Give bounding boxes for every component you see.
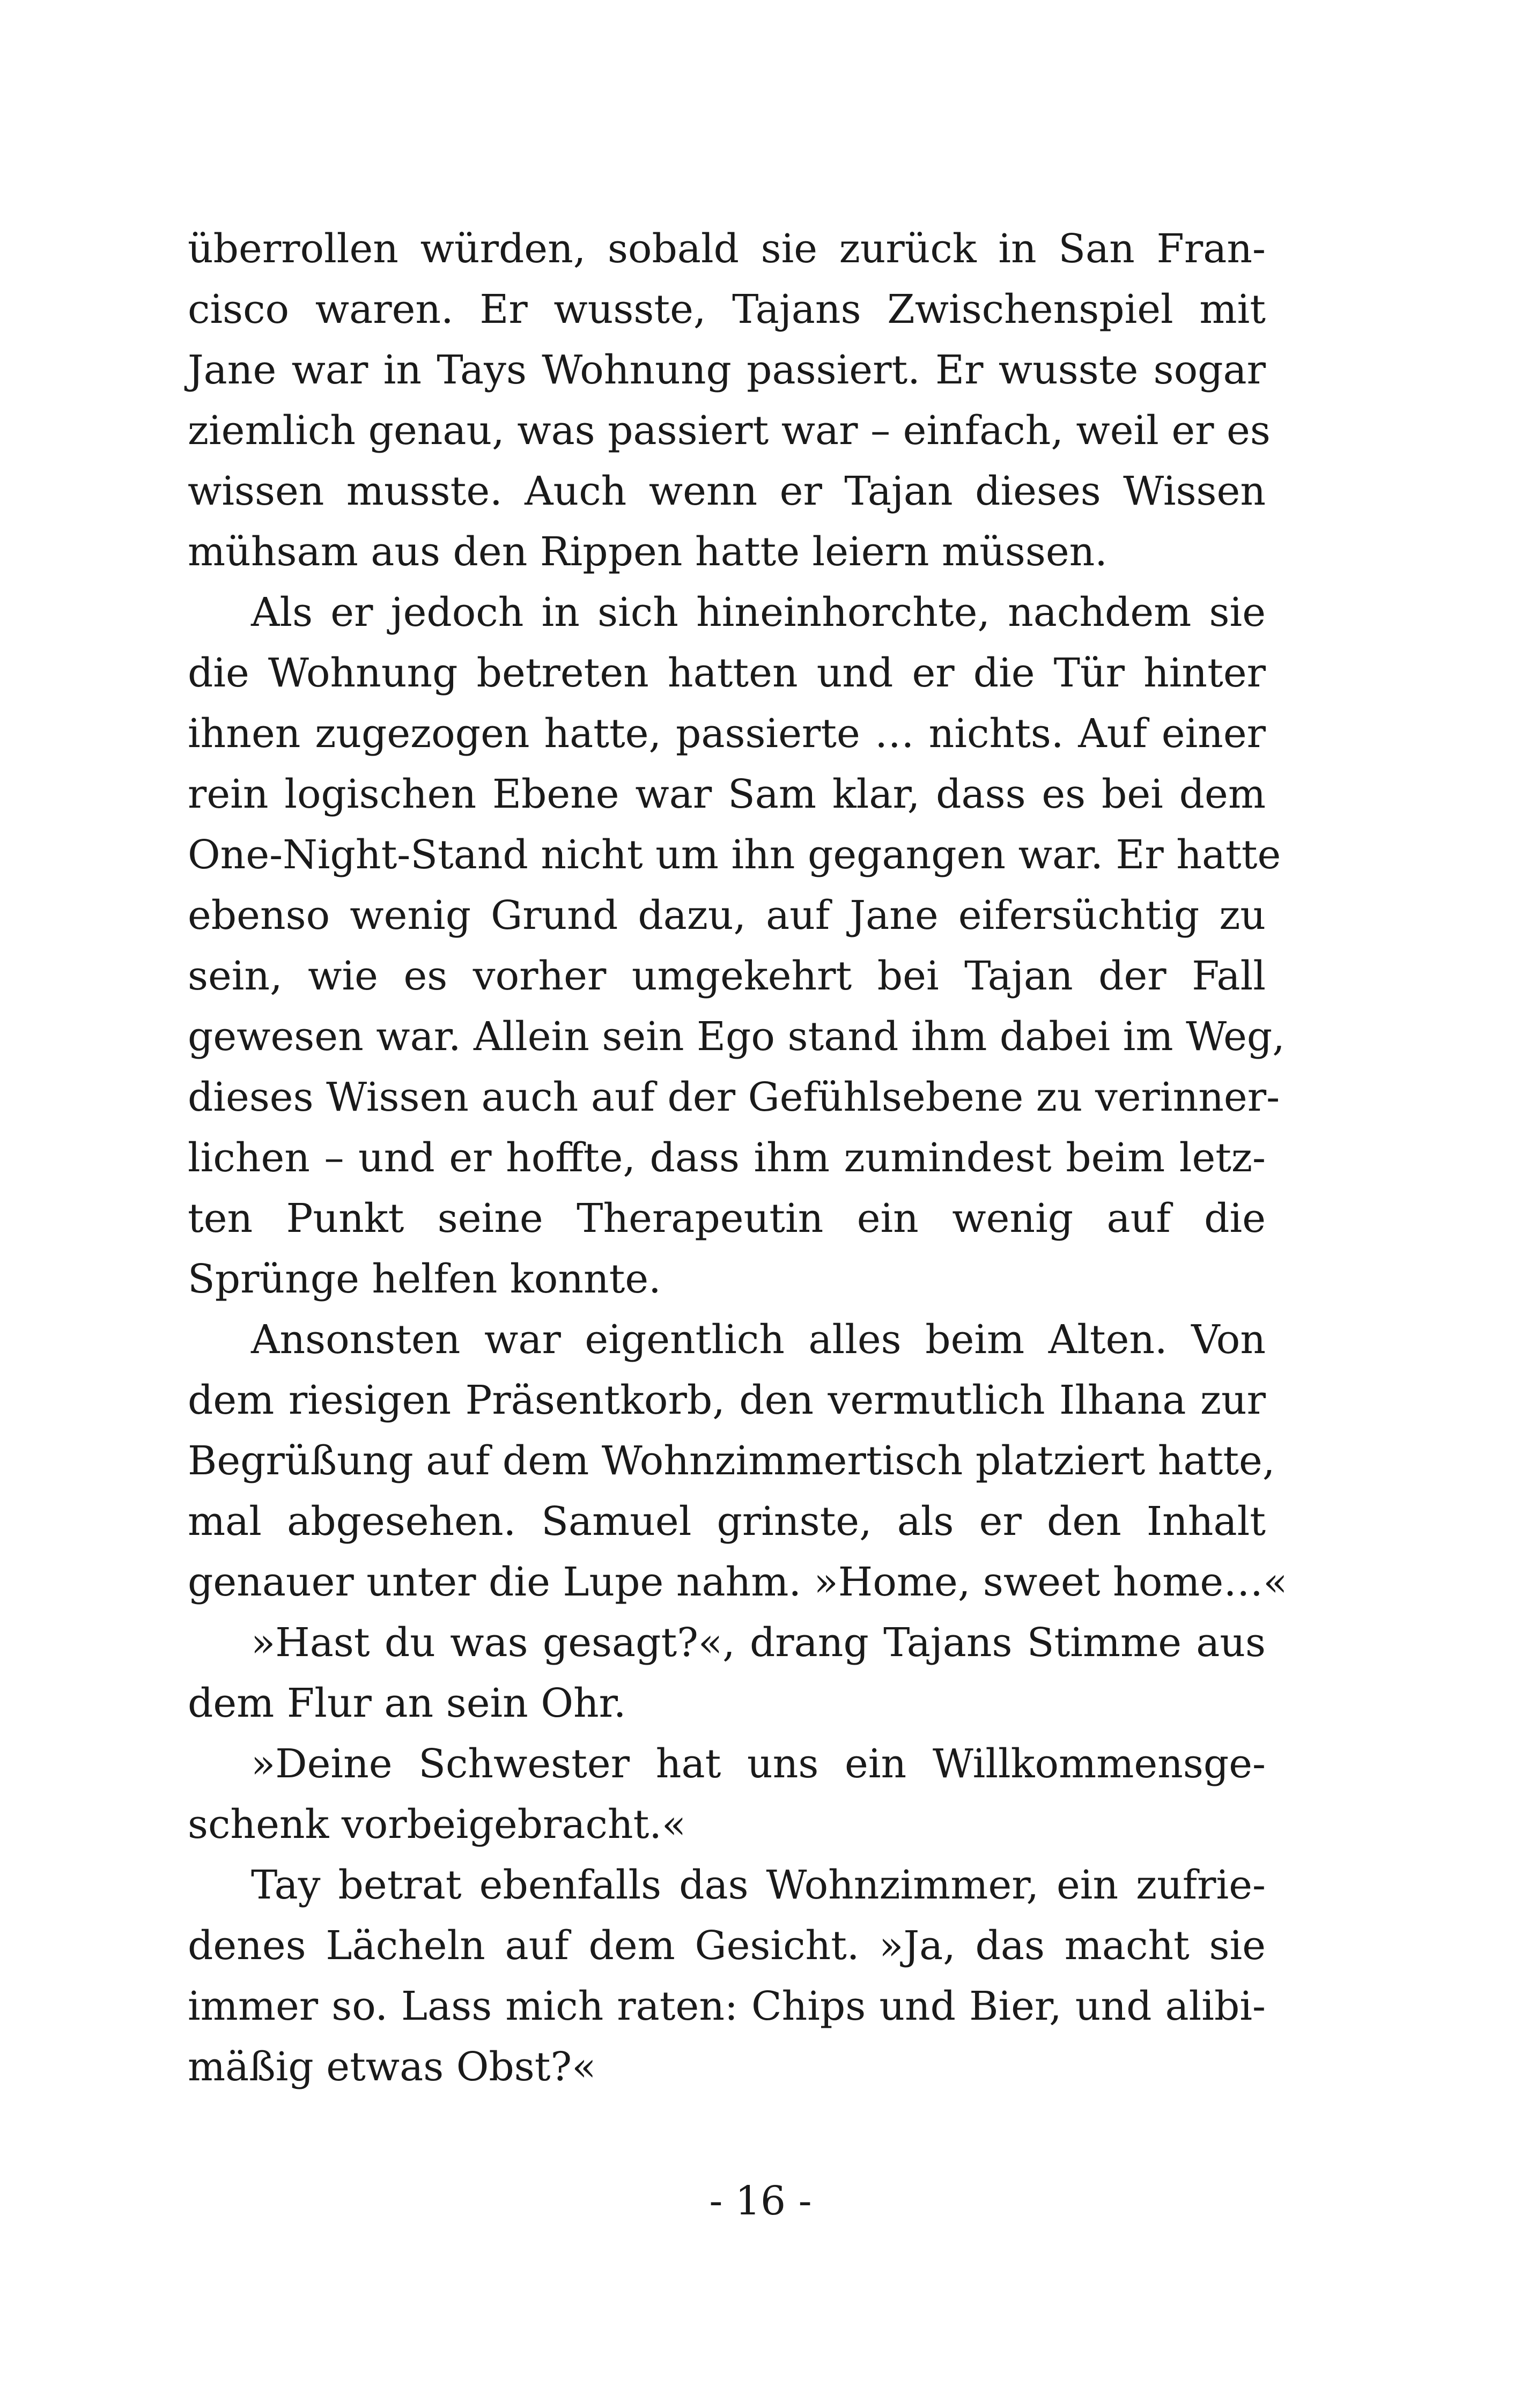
text-line: One-Night-Stand nicht um ihn gegangen war. Er hatte bbox=[188, 832, 1281, 878]
text-line: dem riesigen Präsentkorb, den vermutlich Ilhana zur bbox=[188, 1377, 1266, 1423]
text-line: dieses Wissen auch auf der Gefühlsebene zu verinner- bbox=[188, 1074, 1280, 1120]
text-line: mäßig etwas Obst?« bbox=[188, 2044, 596, 2090]
paragraph-first-line: Tay betrat ebenfalls das Wohnzimmer, ein zufrie- bbox=[251, 1862, 1266, 1908]
text-line: die Wohnung betreten hatten und er die Tür hinter bbox=[188, 650, 1266, 696]
page-number: - 16 - bbox=[709, 2178, 812, 2224]
text-line: ebenso wenig Grund dazu, auf Jane eifersüchtig zu bbox=[188, 892, 1266, 939]
text-line: cisco waren. Er wusste, Tajans Zwischenspiel mit bbox=[188, 286, 1266, 333]
text-line: mühsam aus den Rippen hatte leiern müssen. bbox=[188, 529, 1107, 575]
text-line: wissen musste. Auch wenn er Tajan dieses Wissen bbox=[188, 468, 1266, 514]
text-line: Begrüßung auf dem Wohnzimmertisch platziert hatte, bbox=[188, 1438, 1275, 1484]
text-line: ten Punkt seine Therapeutin ein wenig auf die bbox=[188, 1195, 1266, 1242]
text-line: rein logischen Ebene war Sam klar, dass es bei dem bbox=[188, 771, 1266, 817]
paragraph-first-line: Als er jedoch in sich hineinhorchte, nachdem sie bbox=[251, 589, 1266, 636]
text-line: ziemlich genau, was passiert war – einfach, weil er es bbox=[188, 408, 1271, 454]
text-line: sein, wie es vorher umgekehrt bei Tajan der Fall bbox=[188, 953, 1266, 999]
text-line: immer so. Lass mich raten: Chips und Bier, und alibi- bbox=[188, 1983, 1266, 2029]
text-line: überrollen würden, sobald sie zurück in San Fran- bbox=[188, 226, 1266, 272]
text-line: genauer unter die Lupe nahm. »Home, sweet home…« bbox=[188, 1559, 1288, 1605]
text-line: Jane war in Tays Wohnung passiert. Er wusste sogar bbox=[188, 347, 1266, 393]
body-text bbox=[188, 219, 1288, 2097]
text-line: Sprünge helfen konnte. bbox=[188, 1256, 661, 1302]
paragraph-first-line: »Hast du was gesagt?«, drang Tajans Stimme aus bbox=[251, 1620, 1266, 1666]
text-line: denes Lächeln auf dem Gesicht. »Ja, das macht sie bbox=[188, 1923, 1266, 1969]
text-line: dem Flur an sein Ohr. bbox=[188, 1680, 626, 1726]
text-line: gewesen war. Allein sein Ego stand ihm dabei im Weg, bbox=[188, 1014, 1285, 1060]
paragraph-first-line: Ansonsten war eigentlich alles beim Alten. Von bbox=[251, 1317, 1266, 1363]
text-line: ihnen zugezogen hatte, passierte … nichts. Auf einer bbox=[188, 711, 1266, 757]
text-line: lichen – und er hoffte, dass ihm zumindest beim letz- bbox=[188, 1135, 1266, 1181]
paragraph-first-line: »Deine Schwester hat uns ein Willkommensge- bbox=[251, 1741, 1266, 1787]
text-line: schenk vorbeigebracht.« bbox=[188, 1801, 686, 1848]
text-line: mal abgesehen. Samuel grinste, als er den Inhalt bbox=[188, 1498, 1266, 1545]
